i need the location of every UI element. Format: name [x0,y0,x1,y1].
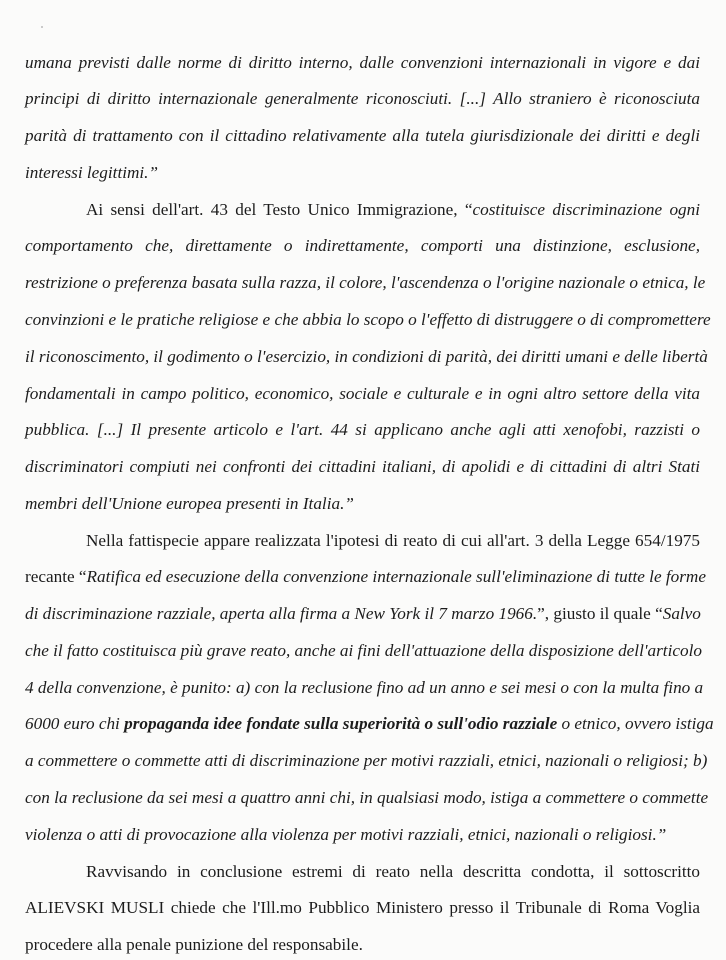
p3-line-1: Nella fattispecie appare realizzata l'ipotesi di reato di cui all'art. 3 della Legge 654/1975 [86,531,700,550]
p2-line-1-quote: costituisce discriminazione ogni [472,200,701,219]
p1-line-2: principi di diritto internazionale generalmente riconosciuti. [...] Allo straniero è riconosciuta [25,89,700,108]
p3-line-5: 4 della convenzione, è punito: a) con la reclusione fino ad un anno e sei mesi o con la multa fino a [25,678,704,697]
p2-line-8: discriminatori compiuti nei confronti dei cittadini italiani, di apolidi e di cittadini di altri Stati [25,457,700,476]
p3-line-3-plain: ”, giusto il quale “ [537,604,663,623]
p3-line-4: che il fatto costituisca più grave reato, anche ai fini dell'attuazione della disposizione dell'articolo [25,641,702,660]
p3-line-6-bold: propaganda idee fondate sulla superiorità o sull'odio razziale [124,714,558,733]
p1-line-3: parità di trattamento con il cittadino relativamente alla tutela giurisdizionale dei diritti e degli [25,126,700,145]
p3-line-6-start: 6000 euro chi [25,714,125,733]
p2-line-3: restrizione o preferenza basata sulla razza, il colore, l'ascendenza o l'origine nazionale o etnica, le [25,273,706,292]
p3-line-2-plain: recante “ [25,567,87,586]
p1-line-4: interessi legittimi.” [25,163,159,182]
p2-line-1-plain: Ai sensi dell'art. 43 del Testo Unico Immigrazione, “ [86,200,473,219]
p4-line-3: procedere alla penale punizione del responsabile. [25,935,363,954]
p2-line-2: comportamento che, direttamente o indirettamente, comporti una distinzione, esclusione, [25,236,700,255]
p3-line-8: con la reclusione da sei mesi a quattro anni chi, in qualsiasi modo, istiga a commettere o commette [25,788,709,807]
p3-line-9: violenza o atti di provocazione alla violenza per motivi razziali, etnici, nazionali o religiosi.” [25,825,667,844]
p3-line-6 [25,714,714,734]
p2-line-1 [86,200,700,220]
p2-line-9: membri dell'Unione europea presenti in Italia.” [25,494,354,513]
p3-line-3-quote: di discriminazione razziale, aperta alla firma a New York il 7 marzo 1966. [25,604,538,623]
scan-speck [41,26,43,28]
p2-line-7: pubblica. [...] Il presente articolo e l'art. 44 si applicano anche agli atti xenofobi, razzisti o [25,420,700,439]
p4-line-1: Ravvisando in conclusione estremi di reato nella descritta condotta, il sottoscritto [86,862,700,881]
p3-line-6-end: o etnico, ovvero istiga [557,714,714,733]
p4-line-2: ALIEVSKI MUSLI chiede che l'Ill.mo Pubblico Ministero presso il Tribunale di Roma Voglia [25,898,700,917]
p3-line-3-quote-end: Salvo [662,604,701,623]
p3-line-3 [25,604,700,624]
p1-line-1: umana previsti dalle norme di diritto interno, dalle convenzioni internazionali in vigore e dai [25,53,700,72]
p2-line-4: convinzioni e le pratiche religiose e che abbia lo scopo o l'effetto di distruggere o di compromettere [25,310,711,329]
p2-line-5: il riconoscimento, il godimento o l'esercizio, in condizioni di parità, dei diritti umani e delle libertà [25,347,708,366]
p3-line-2 [25,567,706,587]
p3-line-7: a commettere o commette atti di discriminazione per motivi razziali, etnici, nazionali o religiosi; b) [25,751,708,770]
p3-line-2-quote: Ratifica ed esecuzione della convenzione internazionale sull'eliminazione di tutte le forme [86,567,706,586]
p2-line-6: fondamentali in campo politico, economico, sociale e culturale e in ogni altro settore della vita [25,384,700,403]
